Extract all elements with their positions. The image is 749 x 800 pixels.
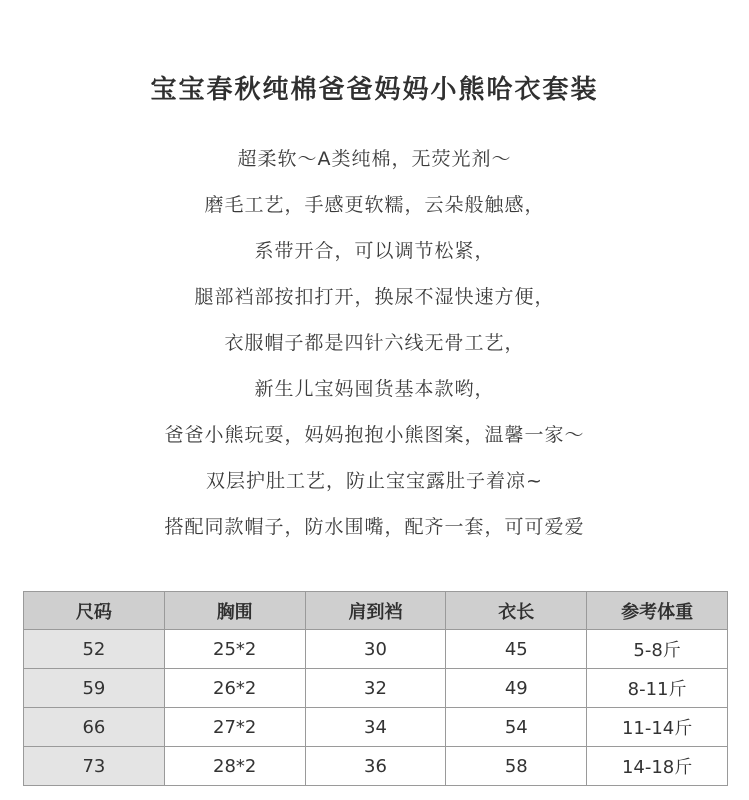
table-cell-length: 45: [446, 630, 587, 669]
feature-list: [0, 136, 749, 550]
table-cell-size: 59: [24, 669, 165, 708]
table-row: [24, 630, 728, 669]
table-cell-chest: 27*2: [164, 708, 305, 747]
table-row: [24, 747, 728, 786]
table-cell-chest: 25*2: [164, 630, 305, 669]
header-shoulder-to-crotch: 肩到裆: [305, 592, 446, 630]
table-cell-weight: 8-11斤: [587, 669, 728, 708]
feature-item: 系带开合，可以调节松紧，: [254, 240, 495, 262]
table-cell-size: 66: [24, 708, 165, 747]
table-cell-shoulder-to-crotch: 32: [305, 669, 446, 708]
feature-item: 新生儿宝妈囤货基本款哟，: [254, 378, 495, 400]
header-size: 尺码: [24, 592, 165, 630]
feature-item: 搭配同款帽子，防水围嘴，配齐一套，可可爱爱: [164, 516, 585, 538]
feature-item: 腿部裆部按扣打开，换尿不湿快速方便，: [194, 286, 555, 308]
table-cell-chest: 26*2: [164, 669, 305, 708]
table-cell-chest: 28*2: [164, 747, 305, 786]
table-cell-size: 73: [24, 747, 165, 786]
table-header-row: [24, 592, 728, 630]
table-row: [24, 669, 728, 708]
table-cell-weight: 5-8斤: [587, 630, 728, 669]
header-reference-weight: 参考体重: [587, 592, 728, 630]
table-cell-size: 52: [24, 630, 165, 669]
feature-item: 超柔软～A类纯棉，无荧光剂～: [237, 148, 512, 170]
size-table: [23, 591, 728, 786]
table-cell-length: 54: [446, 708, 587, 747]
header-length: 衣长: [446, 592, 587, 630]
table-cell-weight: 11-14斤: [587, 708, 728, 747]
feature-item: 衣服帽子都是四针六线无骨工艺，: [224, 332, 525, 354]
feature-item: 双层护肚工艺，防止宝宝露肚子着凉~: [206, 470, 543, 492]
table-row: [24, 708, 728, 747]
feature-item: 爸爸小熊玩耍，妈妈抱抱小熊图案，温馨一家～: [164, 424, 585, 446]
table-cell-weight: 14-18斤: [587, 747, 728, 786]
header-chest: 胸围: [164, 592, 305, 630]
table-cell-length: 49: [446, 669, 587, 708]
table-cell-shoulder-to-crotch: 36: [305, 747, 446, 786]
table-cell-shoulder-to-crotch: 34: [305, 708, 446, 747]
page-title: 宝宝春秋纯棉爸爸妈妈小熊哈衣套装: [150, 75, 599, 106]
feature-item: 磨毛工艺，手感更软糯，云朵般触感，: [204, 194, 545, 216]
table-cell-shoulder-to-crotch: 30: [305, 630, 446, 669]
table-cell-length: 58: [446, 747, 587, 786]
